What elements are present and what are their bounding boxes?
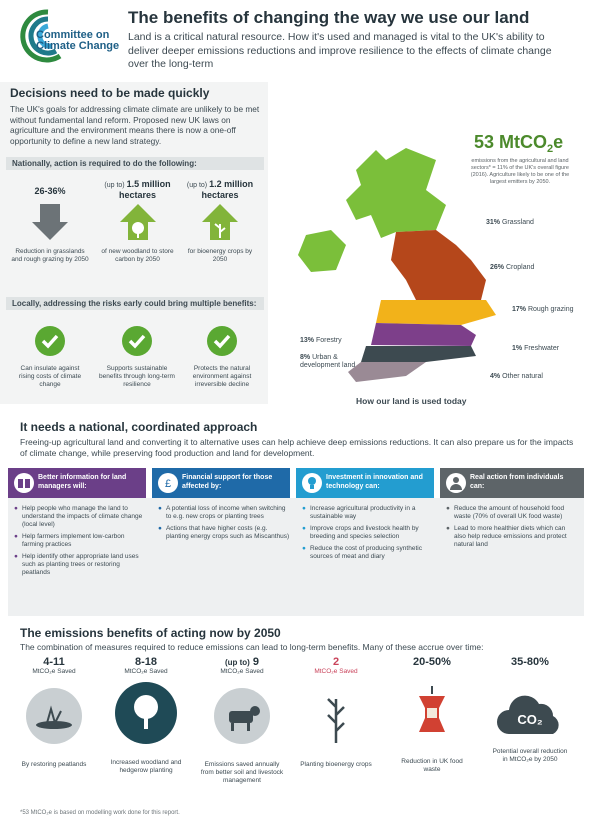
column-innovation-list [302,505,434,561]
column-financial: £ Financial support for those affected by: [152,468,296,498]
book-icon [14,473,34,493]
emission-item-bioenergy: 2 MtCO₂e Saved Planting bioenergy crops [300,656,372,768]
emission-item-food-waste: 20-50% Reduction in UK food waste [401,656,463,773]
footnote: *53 MtCO₂e is based on modelling work done for this report. [20,810,180,816]
legend-grassland: 31% Grassland [486,219,534,226]
action-bioenergy: (up to) 1.2 million hectares for bioenergy crops by 2050 [186,179,254,263]
list-item: ● Improve crops and livestock health by breeding and species selection [302,525,419,540]
map-caption: How our land is used today [356,396,467,406]
action-grassland: 26-36% Reduction in grasslands and rough grazing by 2050 [11,186,89,263]
uk-land-use-map [286,120,506,390]
check-circle-icon [34,325,66,357]
arrow-up-tree-icon [118,202,158,242]
action-woodland: (up to) 1.5 million hectares of new woodland to store carbon by 2050 [101,179,174,263]
emission-item-soil: (up to) 9 MtCO₂e Saved Emissions saved annually from better soil and livestock management [200,656,284,784]
decisions-heading: Decisions need to be made quickly [10,86,210,100]
legend-freshwater: 1% Freshwater [512,345,560,352]
list-item: ● Actions that have higher costs (e.g. planting energy crops such as Miscanthus) [158,525,290,540]
page-intro: Land is a critical natural resource. How it's used and managed is vital to the UK's ability to deliver deeper emissions reductions and improve resilience to the effects of climate change over the long-term [128,31,552,70]
legend-other-natural: 4% Other natural [490,373,543,380]
list-item: ● Reduce the cost of producing synthetic sources of meat and diary [302,545,422,560]
co2-label: CO₂ [517,712,543,727]
list-item: ● Reduce the amount of household food waste (70% of overall UK food waste) [446,505,565,520]
legend-rough-grazing: 17% Rough grazing [512,306,574,313]
arrow-down-icon [30,202,70,242]
list-item: ● A potential loss of income when switching to e.g. new crops or planting trees [158,505,286,520]
logo-line2: Climate Change [36,40,120,52]
svg-text:£: £ [164,478,172,490]
person-icon [446,473,466,493]
benefit-item: Supports sustainable benefits through long-term resilience [98,325,176,389]
benefit-item: Protects the natural environment against irreversible decline [184,325,260,389]
list-item: ● Help people who manage the land to understand the impacts of climate change (local level) [14,505,143,528]
arrow-up-crop-icon [200,202,240,242]
column-information: Better information for land managers will: [8,468,152,498]
logo-line1: Committee on [36,29,110,41]
emissions-desc: emissions from the agricultural and land sectors* = 11% of the UK's overall figure (2016). Agriculture likely to be one of the largest emitters by 2050. [470,158,570,185]
emissions-body: The combination of measures required to reduce emissions can lead to long-term benefits. Many of these accrue over time: [20,642,484,652]
tree-icon [114,681,178,745]
legend-forestry: 13% Forestry [300,337,342,344]
list-item: ● Help farmers implement low-carbon farming practices [14,533,125,548]
column-individuals-list [446,505,578,549]
peatland-icon [25,687,83,745]
check-circle-icon [121,325,153,357]
check-circle-icon [206,325,238,357]
emission-item-woodland: 8-18 MtCO₂e Saved Increased woodland and hedgerow planting [110,656,182,774]
logo [8,6,123,62]
page-title: The benefits of changing the way we use our land [128,8,530,27]
legend-urban: 8% Urban & development land [300,354,356,369]
apple-core-icon [409,680,455,744]
coins-icon [158,473,178,493]
decisions-body: The UK's goals for addressing climate climate are unlikely to be met without fundamental land reform. Proposed new UK laws on agriculture and the environment means there is now a one-off opportunity to define a new land strategy. [10,104,260,146]
emission-item-peatlands: 4-11 MtCO₂e Saved By restoring peatlands [21,656,87,768]
national-heading: It needs a national, coordinated approach [20,420,258,434]
column-financial-list [158,505,290,541]
emission-item-overall: 35-80% CO₂ Potential overall reduction in MtCO₂e by 2050 [490,656,570,764]
legend-cropland: 26% Cropland [490,264,535,271]
national-action-header: Nationally, action is required to do the following: [12,159,197,168]
emissions-heading: The emissions benefits of acting now by 2050 [20,626,281,640]
livestock-icon [213,687,271,745]
list-item: ● Increase agricultural productivity in a sustainable way [302,505,416,520]
national-body: Freeing-up agricultural land and converting it to alternative uses can help achieve deep emissions reductions. It can also prepare us for the impacts of climate change, while preserving food production and land for development. [20,437,574,458]
emissions-figure: 53 MtCO$_2$e [474,132,564,156]
list-item: ● Help identify other appropriate land uses such as planting trees or restoring peatlands [14,553,139,576]
local-benefits-header: Locally, addressing the risks early could bring multiple benefits: [12,299,257,308]
list-item: ● Lead to more healthier diets which can also help reduce emissions and protect natural land [446,525,567,548]
column-innovation: Investment in innovation and technology can: [296,468,440,498]
lightbulb-icon [302,473,322,493]
benefit-item: Can insulate against rising costs of climate change [14,325,86,389]
column-individuals: Real action from individuals can: [440,468,584,498]
bioenergy-crop-icon [316,687,356,745]
column-information-list [14,505,146,577]
